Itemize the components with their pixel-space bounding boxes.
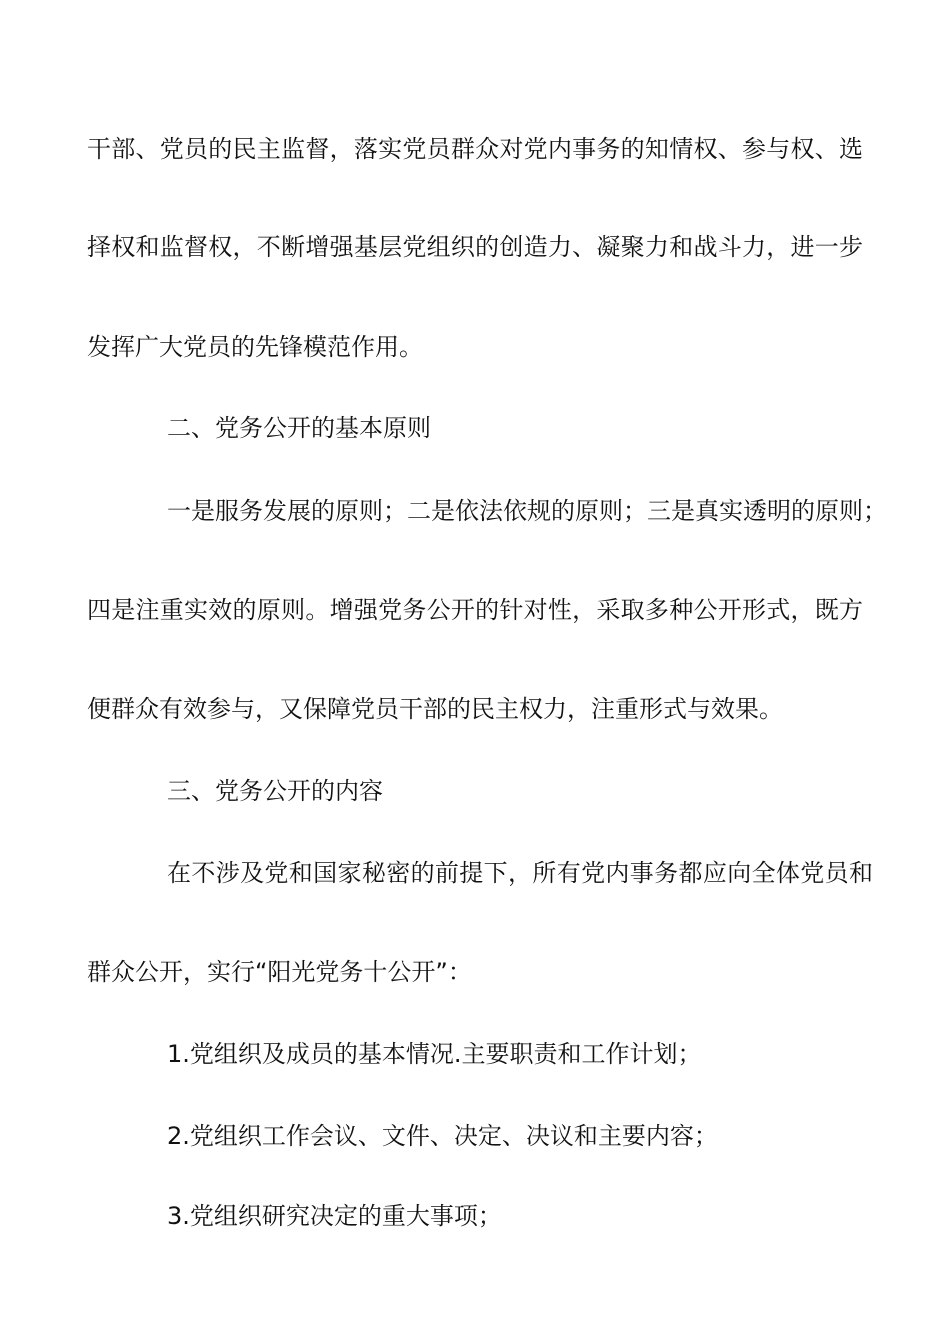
paragraph-1-line-1: 干部、党员的民主监督，落实党员群众对党内事务的知情权、参与权、选 [87, 135, 863, 163]
paragraph-1-line-2: 择权和监督权，不断增强基层党组织的创造力、凝聚力和战斗力，进一步 [87, 233, 863, 261]
list-item: 1.党组织及成员的基本情况.主要职责和工作计划； [167, 1040, 702, 1068]
section-heading-3: 三、党务公开的内容 [167, 777, 383, 805]
paragraph-3-line-2: 群众公开，实行“阳光党务十公开”： [87, 958, 472, 986]
paragraph-2-line-2: 四是注重实效的原则。增强党务公开的针对性，采取多种公开形式，既方 [87, 596, 863, 624]
paragraph-2-line-1: 一是服务发展的原则；二是依法依规的原则；三是真实透明的原则； [167, 497, 887, 525]
list-item: 3.党组织研究决定的重大事项； [167, 1202, 502, 1230]
section-heading-2: 二、党务公开的基本原则 [167, 414, 431, 442]
paragraph-1-line-3: 发挥广大党员的先锋模范作用。 [87, 333, 423, 361]
paragraph-2-line-3: 便群众有效参与，又保障党员干部的民主权力，注重形式与效果。 [87, 695, 783, 723]
paragraph-3-line-1: 在不涉及党和国家秘密的前提下，所有党内事务都应向全体党员和 [167, 859, 873, 887]
list-item: 2.党组织工作会议、文件、决定、决议和主要内容； [167, 1122, 718, 1150]
